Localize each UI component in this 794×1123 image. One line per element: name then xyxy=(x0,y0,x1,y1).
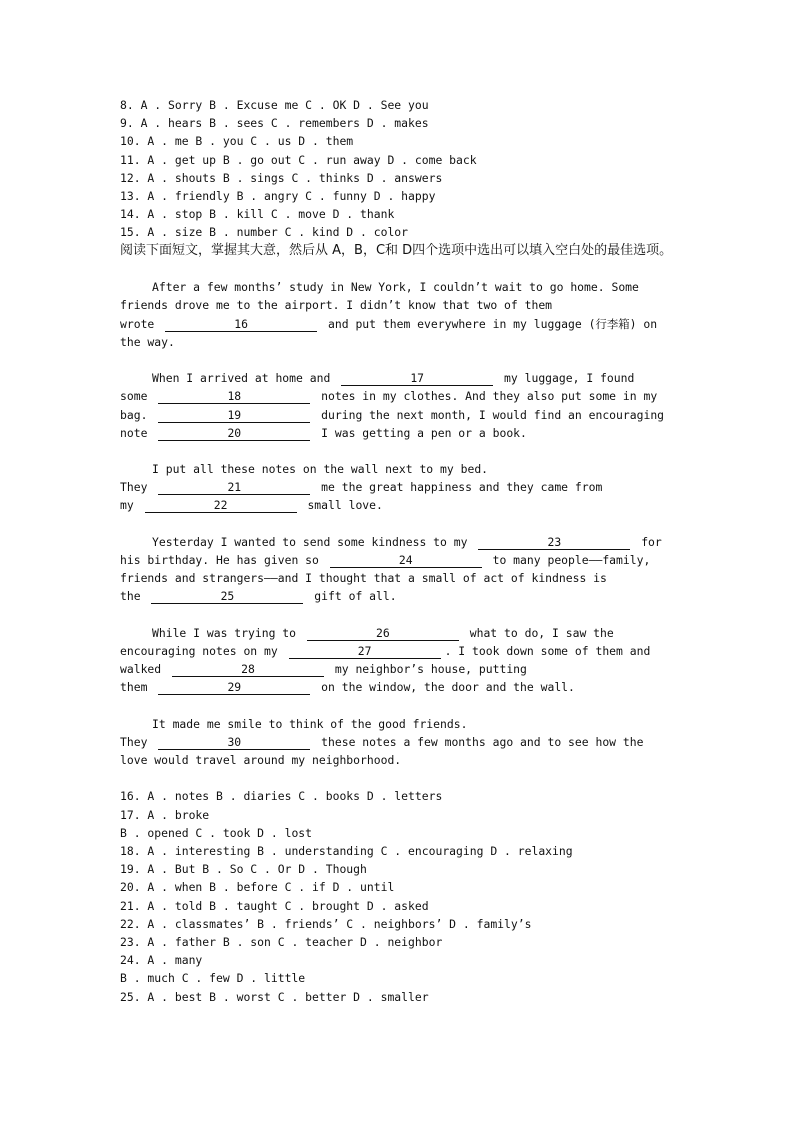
passage-text: note xyxy=(120,425,148,440)
instruction-text: 阅读下面短文，掌握其大意，然后从 A，B，C和 D四个选项中选出可以填入空白处的最佳选项。 xyxy=(120,242,673,258)
passage-text: on the window, the door and the wall. xyxy=(321,680,575,695)
blank-21[interactable]: 21 xyxy=(158,480,310,495)
passage-text: bag. xyxy=(120,407,148,422)
blank-24[interactable]: 24 xyxy=(330,553,482,568)
passage-paragraph-2 xyxy=(120,369,676,442)
passage-line xyxy=(120,551,676,569)
passage-line: friends and strangers——and I thought that a small of act of kindness is xyxy=(120,571,607,586)
passage-text: my neighbor’s house, putting xyxy=(334,662,527,677)
blank-17[interactable]: 17 xyxy=(341,371,493,386)
option-line-19: 19. A . But B . So C . Or D . Though xyxy=(120,862,367,877)
passage-line xyxy=(120,406,676,424)
passage-text: gift of all. xyxy=(314,589,397,604)
passage-line: love would travel around my neighborhood. xyxy=(120,753,402,768)
passage-line xyxy=(120,642,676,660)
passage-text: While I was trying to xyxy=(152,625,297,640)
passage-text: and put them everywhere in my luggage (行李箱) on xyxy=(328,316,658,331)
blank-20[interactable]: 20 xyxy=(158,426,310,441)
blank-19[interactable]: 19 xyxy=(158,408,310,423)
passage-text: my luggage, I found xyxy=(504,371,635,386)
passage-text: them xyxy=(120,680,148,695)
option-line-22: 22. A . classmates’ B . friends’ C . neighbors’ D . family’s xyxy=(120,916,532,931)
passage-text: They xyxy=(120,734,148,749)
passage-text: When I arrived at home and xyxy=(152,371,331,386)
blank-28[interactable]: 28 xyxy=(172,662,324,677)
passage-line: After a few months’ study in New York, I couldn’t wait to go home. Some xyxy=(152,280,639,295)
option-line-14: 14. A . stop B . kill C . move D . thank xyxy=(120,207,395,222)
passage-text: to many people——family, xyxy=(492,553,651,567)
passage-text: his birthday. He has given so xyxy=(120,553,319,567)
passage-text: what to do, I saw the xyxy=(469,625,614,640)
passage-line xyxy=(120,478,676,496)
passage-paragraph-5 xyxy=(120,624,676,697)
blank-27[interactable]: 27 xyxy=(289,644,441,659)
passage-line: friends drove me to the airport. I didn’t know that two of them xyxy=(120,298,553,313)
option-line-13: 13. A . friendly B . angry C . funny D . happy xyxy=(120,188,436,203)
option-line-21: 21. A . told B . taught C . brought D . asked xyxy=(120,898,429,913)
option-line-9: 9. A . hears B . sees C . remembers D . makes xyxy=(120,116,429,131)
option-line-24: 24. A . many xyxy=(120,953,203,968)
passage-paragraph-1 xyxy=(120,278,676,351)
passage-line xyxy=(120,315,676,333)
option-line-17: 17. A . broke xyxy=(120,807,210,822)
passage-line xyxy=(120,733,676,751)
passage-line: the way. xyxy=(120,334,175,349)
option-line-12: 12. A . shouts B . sings C . thinks D . answers xyxy=(120,170,443,185)
blank-30[interactable]: 30 xyxy=(158,735,310,750)
option-line-15: 15. A . size B . number C . kind D . color xyxy=(120,225,409,240)
blank-25[interactable]: 25 xyxy=(151,589,303,604)
passage-line xyxy=(120,369,676,387)
passage-line xyxy=(120,678,676,696)
blank-29[interactable]: 29 xyxy=(158,680,310,695)
passage-text: I was getting a pen or a book. xyxy=(321,425,527,440)
passage-line xyxy=(120,587,676,605)
passage-line xyxy=(120,533,676,551)
worksheet-page xyxy=(120,96,676,1006)
passage-text: They xyxy=(120,480,148,495)
passage-line xyxy=(120,660,676,678)
passage-text: wrote xyxy=(120,316,155,331)
passage-text: some xyxy=(120,389,148,404)
options-list-16-25 xyxy=(120,787,676,1005)
passage-paragraph-6 xyxy=(120,715,676,770)
passage-text: me the great happiness and they came from xyxy=(321,480,603,495)
option-line-25: 25. A . best B . worst C . better D . smaller xyxy=(120,989,429,1004)
passage-line xyxy=(120,424,676,442)
passage-line: I put all these notes on the wall next to my bed. xyxy=(152,462,489,477)
passage-line: It made me smile to think of the good friends. xyxy=(152,716,468,731)
option-line-20: 20. A . when B . before C . if D . until xyxy=(120,880,395,895)
passage-text: the xyxy=(120,589,141,604)
option-line-16: 16. A . notes B . diaries C . books D . letters xyxy=(120,789,443,804)
passage-text: encouraging notes on my xyxy=(120,643,278,658)
option-line-8: 8. A . Sorry B . Excuse me C . OK D . See you xyxy=(120,98,429,112)
option-line-10: 10. A . me B . you C . us D . them xyxy=(120,134,354,149)
blank-18[interactable]: 18 xyxy=(158,389,310,404)
options-list-8-15 xyxy=(120,96,676,242)
passage-text: walked xyxy=(120,662,162,677)
passage-text: notes in my clothes. And they also put some in my xyxy=(321,389,658,404)
passage-text: for xyxy=(641,534,662,549)
passage-line xyxy=(120,387,676,405)
passage-line xyxy=(120,624,676,642)
option-line-17-cont: B . opened C . took D . lost xyxy=(120,825,313,840)
option-line-24-cont: B . much C . few D . little xyxy=(120,971,306,986)
passage-text: during the next month, I would find an encouraging xyxy=(321,407,665,422)
passage-line xyxy=(120,496,676,514)
passage-text: small love. xyxy=(307,498,383,513)
passage-text: Yesterday I wanted to send some kindness to my xyxy=(152,534,468,549)
option-line-23: 23. A . father B . son C . teacher D . neighbor xyxy=(120,934,443,949)
passage-paragraph-4 xyxy=(120,533,676,606)
blank-26[interactable]: 26 xyxy=(307,626,459,641)
blank-23[interactable]: 23 xyxy=(478,535,630,550)
blank-22[interactable]: 22 xyxy=(145,498,297,513)
passage-text: these notes a few months ago and to see how the xyxy=(321,734,644,749)
option-line-11: 11. A . get up B . go out C . run away D . come back xyxy=(120,152,477,167)
option-line-18: 18. A . interesting B . understanding C . encouraging D . relaxing xyxy=(120,844,573,858)
passage-text: my xyxy=(120,498,134,513)
passage-text: . I took down some of them and xyxy=(444,643,651,658)
passage-paragraph-3 xyxy=(120,460,676,515)
blank-16[interactable]: 16 xyxy=(165,317,317,332)
